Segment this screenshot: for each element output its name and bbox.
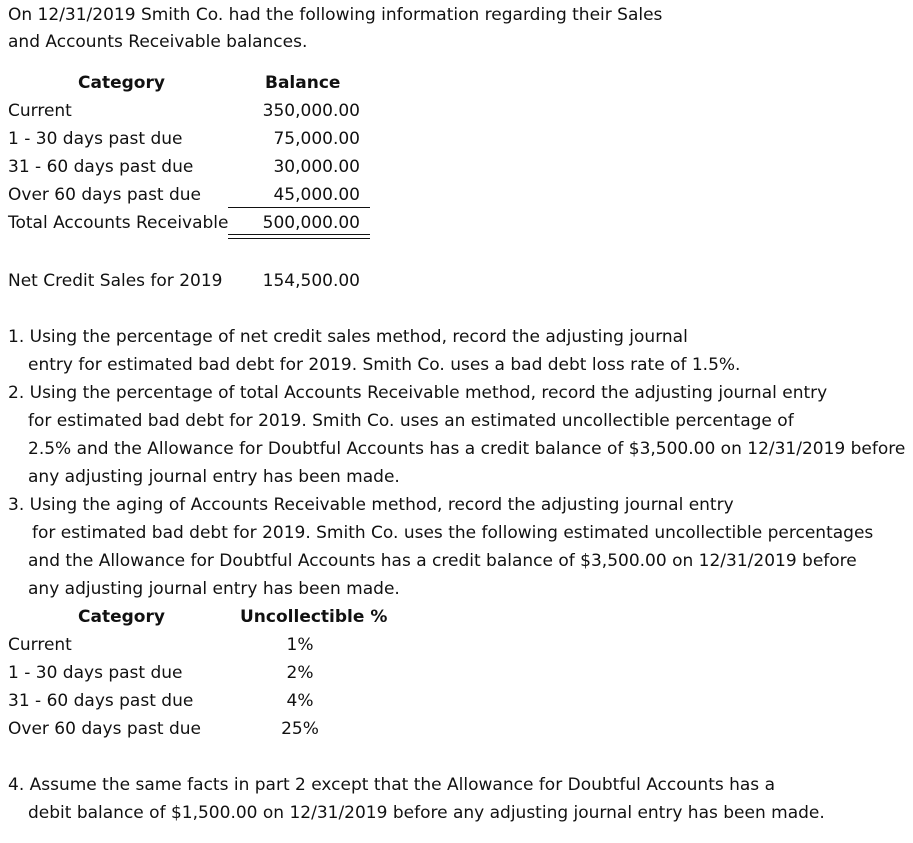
question-2-line-2: for estimated bad debt for 2019. Smith Co. uses an estimated uncollectible percentage of — [28, 411, 794, 431]
balance-row-category: Current — [8, 101, 72, 121]
balance-row-category: 31 - 60 days past due — [8, 157, 194, 177]
balance-row-value: 45,000.00 — [273, 185, 360, 205]
uncollectible-row-pct: 2% — [286, 663, 314, 683]
intro-line-2: and Accounts Receivable balances. — [8, 32, 308, 52]
question-2-line-4: any adjusting journal entry has been made. — [28, 467, 400, 487]
uncollectible-header-category: Category — [78, 607, 165, 627]
question-1-line-1: 1. Using the percentage of net credit sales method, record the adjusting journal — [8, 327, 688, 347]
uncollectible-row-category: 1 - 30 days past due — [8, 663, 183, 683]
balance-row-value: 350,000.00 — [262, 101, 360, 121]
total-label: Total Accounts Receivable — [8, 213, 229, 233]
question-2-line-3: 2.5% and the Allowance for Doubtful Accounts has a credit balance of $3,500.00 on 12/31/2019 before — [28, 439, 906, 459]
question-3-line-1: 3. Using the aging of Accounts Receivable method, record the adjusting journal entry — [8, 495, 734, 515]
balance-row-category: 1 - 30 days past due — [8, 129, 183, 149]
balance-row-category: Over 60 days past due — [8, 185, 202, 205]
uncollectible-row-category: Over 60 days past due — [8, 719, 202, 739]
total-double-underline — [228, 234, 370, 239]
question-4-line-2: debit balance of $1,500.00 on 12/31/2019 before any adjusting journal entry has been made. — [28, 803, 825, 823]
question-4-line-1: 4. Assume the same facts in part 2 except that the Allowance for Doubtful Accounts has a — [8, 775, 775, 795]
balance-header-category: Category — [78, 73, 165, 93]
net-credit-label: Net Credit Sales for 2019 — [8, 271, 223, 291]
uncollectible-row-category: Current — [8, 635, 72, 655]
net-credit-value: 154,500.00 — [262, 271, 360, 291]
uncollectible-header-pct: Uncollectible % — [240, 607, 388, 627]
uncollectible-row-pct: 25% — [281, 719, 319, 739]
question-1-line-2: entry for estimated bad debt for 2019. Smith Co. uses a bad debt loss rate of 1.5%. — [28, 355, 741, 375]
balance-header-balance: Balance — [265, 73, 341, 93]
uncollectible-row-category: 31 - 60 days past due — [8, 691, 194, 711]
balance-row-value: 30,000.00 — [273, 157, 360, 177]
uncollectible-row-pct: 1% — [286, 635, 314, 655]
question-2-line-1: 2. Using the percentage of total Accounts Receivable method, record the adjusting journal entry — [8, 383, 828, 403]
question-3-line-3: and the Allowance for Doubtful Accounts has a credit balance of $3,500.00 on 12/31/2019 before — [28, 551, 857, 571]
subtotal-underline — [228, 207, 370, 208]
balance-row-value: 75,000.00 — [273, 129, 360, 149]
question-3-line-4: any adjusting journal entry has been made. — [28, 579, 400, 599]
intro-line-1: On 12/31/2019 Smith Co. had the following information regarding their Sales — [8, 5, 663, 25]
question-3-line-2: for estimated bad debt for 2019. Smith Co. uses the following estimated uncollectible percentages — [32, 523, 874, 543]
total-value: 500,000.00 — [262, 213, 360, 233]
uncollectible-row-pct: 4% — [286, 691, 314, 711]
